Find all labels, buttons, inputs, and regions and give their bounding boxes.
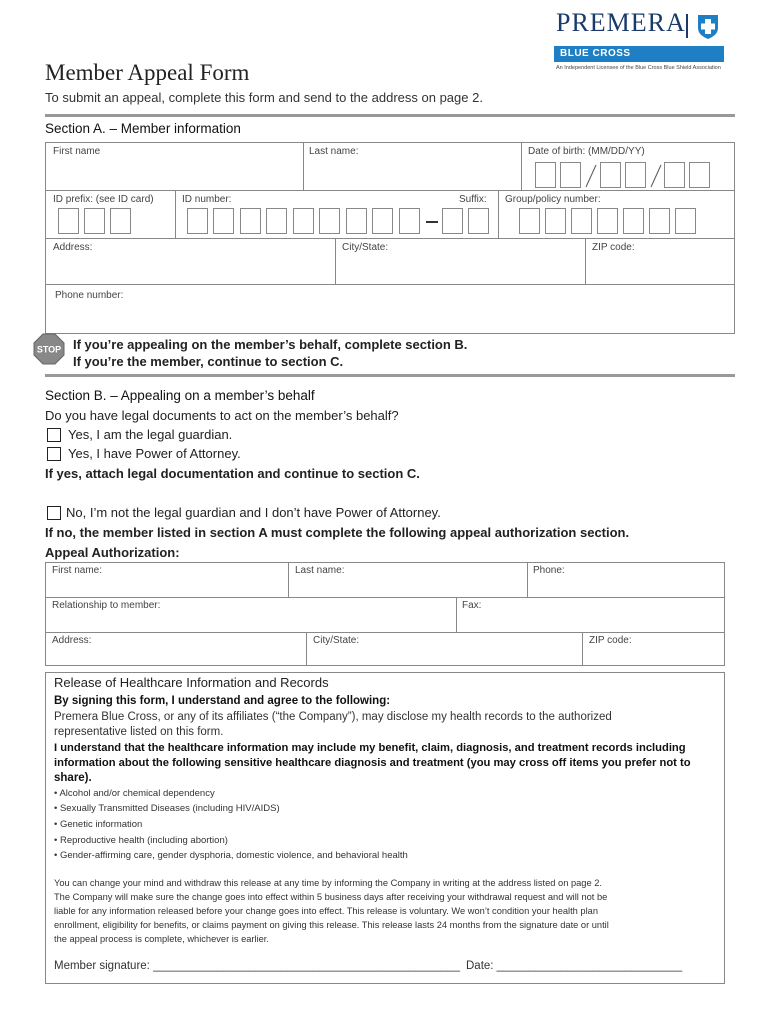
id-number-box-7[interactable] xyxy=(346,208,367,234)
blue-cross-shield-icon xyxy=(694,12,722,40)
sensitive-item: • Alcohol and/or chemical dependency xyxy=(54,788,215,799)
page-title: Member Appeal Form xyxy=(45,60,250,85)
release-disclosure-line: representative listed on this form. xyxy=(54,726,224,738)
release-sensitive-info-line: share). xyxy=(54,772,92,784)
release-sensitive-info-line: I understand that the healthcare information may include my benefit, claim, diagnosis, and treatment records including xyxy=(54,742,686,754)
sensitive-item: • Reproductive health (including abortion) xyxy=(54,835,228,846)
auth-last-name-label: Last name: xyxy=(295,565,345,576)
release-agree-heading: By signing this form, I understand and agree to the following: xyxy=(54,695,391,707)
logo-divider xyxy=(686,14,688,38)
no-legal-authority-checkbox[interactable] xyxy=(47,506,61,520)
id-prefix-box-1[interactable] xyxy=(58,208,79,234)
phone-field[interactable] xyxy=(48,302,732,332)
no-legal-authority-label: No, I’m not the legal guardian and I don’t have Power of Attorney. xyxy=(66,505,441,520)
if-no-instruction: If no, the member listed in section A must complete the following appeal authorization section. xyxy=(45,525,630,540)
sensitive-item: • Genetic information xyxy=(54,819,143,830)
svg-text:STOP: STOP xyxy=(36,344,62,355)
id-number-box-2[interactable] xyxy=(213,208,234,234)
if-yes-instruction: If yes, attach legal documentation and continue to section C. xyxy=(45,466,420,481)
id-number-box-6[interactable] xyxy=(319,208,340,234)
logo-tagline: An Independent Licensee of the Blue Cross Blue Shield Association xyxy=(556,65,721,71)
release-title: Release of Healthcare Information and Records xyxy=(54,675,329,690)
section-divider xyxy=(45,374,735,377)
id-number-box-9[interactable] xyxy=(399,208,420,234)
legal-guardian-label: Yes, I am the legal guardian. xyxy=(68,427,233,442)
group-number-box-7[interactable] xyxy=(675,208,696,234)
section-divider xyxy=(45,114,735,117)
dob-day-digit-1[interactable] xyxy=(600,162,621,188)
dob-slash-icon xyxy=(649,164,663,188)
id-prefix-box-2[interactable] xyxy=(84,208,105,234)
group-number-label: Group/policy number: xyxy=(505,194,601,205)
last-name-label: Last name: xyxy=(309,146,359,157)
logo-blue-cross-band: BLUE CROSS xyxy=(554,46,724,62)
auth-zip-field[interactable] xyxy=(585,647,722,664)
city-state-label: City/State: xyxy=(342,242,389,253)
auth-last-name-field[interactable] xyxy=(291,577,524,595)
withdrawal-notice-line: liable for any information released before your change goes into effect. This release is voluntary. We won’t condition your health plan xyxy=(54,906,599,916)
sensitive-item: • Sexually Transmitted Diseases (including HIV/AIDS) xyxy=(54,803,280,814)
dob-year-digit-1[interactable] xyxy=(664,162,685,188)
signature-date-field[interactable]: Date: _____________________________ xyxy=(466,960,683,972)
auth-phone-field[interactable] xyxy=(530,577,722,595)
id-number-box-3[interactable] xyxy=(240,208,261,234)
address-label: Address: xyxy=(53,242,93,253)
power-of-attorney-checkbox[interactable] xyxy=(47,447,61,461)
auth-city-state-field[interactable] xyxy=(309,647,579,664)
dob-month-digit-1[interactable] xyxy=(535,162,556,188)
auth-address-field[interactable] xyxy=(48,647,303,664)
group-number-box-1[interactable] xyxy=(519,208,540,234)
city-state-field[interactable] xyxy=(338,254,582,282)
withdrawal-notice-line: the appeal process is complete, whichever is earlier. xyxy=(54,934,269,944)
withdrawal-notice-line: You can change your mind and withdraw this release at any time by informing the Company in writing at the address listed on page 2. xyxy=(54,878,602,888)
first-name-label: First name xyxy=(53,146,101,157)
dob-month-digit-2[interactable] xyxy=(560,162,581,188)
release-disclosure-line: Premera Blue Cross, or any of its affiliates (“the Company”), may disclose my health records to the authorized xyxy=(54,711,612,723)
id-number-box-1[interactable] xyxy=(187,208,208,234)
id-prefix-label: ID prefix: (see ID card) xyxy=(53,194,154,205)
sensitive-item: • Gender-affirming care, gender dysphoria, domestic violence, and behavioral health xyxy=(54,850,408,861)
legal-docs-question: Do you have legal documents to act on the member’s behalf? xyxy=(45,408,399,423)
relationship-label: Relationship to member: xyxy=(52,600,161,611)
address-field[interactable] xyxy=(48,254,332,282)
withdrawal-notice-line: The Company will make sure the change goes into effect within 5 business days after receiving your withdrawal request and will not be xyxy=(54,892,608,902)
premera-logo-wordmark: PREMERA xyxy=(556,8,686,37)
suffix-label: Suffix: xyxy=(459,194,487,205)
id-number-box-4[interactable] xyxy=(266,208,287,234)
last-name-field[interactable] xyxy=(306,158,518,188)
dob-day-digit-2[interactable] xyxy=(625,162,646,188)
id-number-label: ID number: xyxy=(182,194,232,205)
id-number-box-5[interactable] xyxy=(293,208,314,234)
first-name-field[interactable] xyxy=(48,158,300,188)
auth-fax-label: Fax: xyxy=(462,600,482,611)
suffix-box-2[interactable] xyxy=(468,208,489,234)
group-number-box-4[interactable] xyxy=(597,208,618,234)
appeal-authorization-title: Appeal Authorization: xyxy=(45,545,180,560)
stop-instruction-c: If you’re the member, continue to section C. xyxy=(73,354,344,369)
page-subtitle: To submit an appeal, complete this form and send to the address on page 2. xyxy=(45,90,483,105)
id-number-box-8[interactable] xyxy=(372,208,393,234)
auth-first-name-field[interactable] xyxy=(48,577,285,595)
auth-zip-label: ZIP code: xyxy=(589,635,632,646)
dob-slash-icon xyxy=(584,164,598,188)
stop-instruction-b: If you’re appealing on the member’s behalf, complete section B. xyxy=(73,337,468,352)
stop-sign-icon xyxy=(33,333,65,365)
section-a-title: Section A. – Member information xyxy=(45,121,241,136)
auth-phone-label: Phone: xyxy=(533,565,565,576)
power-of-attorney-label: Yes, I have Power of Attorney. xyxy=(68,446,241,461)
id-prefix-box-3[interactable] xyxy=(110,208,131,234)
group-number-box-3[interactable] xyxy=(571,208,592,234)
legal-guardian-checkbox[interactable] xyxy=(47,428,61,442)
release-sensitive-info-line: information about the following sensitive healthcare diagnosis and treatment (you may cross off items you prefer not to xyxy=(54,757,691,769)
auth-fax-field[interactable] xyxy=(459,612,722,630)
auth-first-name-label: First name: xyxy=(52,565,103,576)
group-number-box-5[interactable] xyxy=(623,208,644,234)
zip-field[interactable] xyxy=(588,254,732,282)
withdrawal-notice-line: enrollment, eligibility for benefits, or claims payment on giving this release. This release lasts 24 months from the signature date or until xyxy=(54,920,609,930)
auth-address-label: Address: xyxy=(52,635,92,646)
dob-label: Date of birth: (MM/DD/YY) xyxy=(528,146,645,157)
zip-label: ZIP code: xyxy=(592,242,635,253)
relationship-field[interactable] xyxy=(48,612,453,630)
group-number-box-6[interactable] xyxy=(649,208,670,234)
auth-city-state-label: City/State: xyxy=(313,635,360,646)
member-signature-field[interactable]: Member signature: ________________________________________________ xyxy=(54,960,461,972)
group-number-box-2[interactable] xyxy=(545,208,566,234)
dob-year-digit-2[interactable] xyxy=(689,162,710,188)
id-suffix-dash xyxy=(426,221,438,223)
suffix-box-1[interactable] xyxy=(442,208,463,234)
section-b-title: Section B. – Appealing on a member’s behalf xyxy=(45,388,315,403)
phone-label: Phone number: xyxy=(55,290,124,301)
